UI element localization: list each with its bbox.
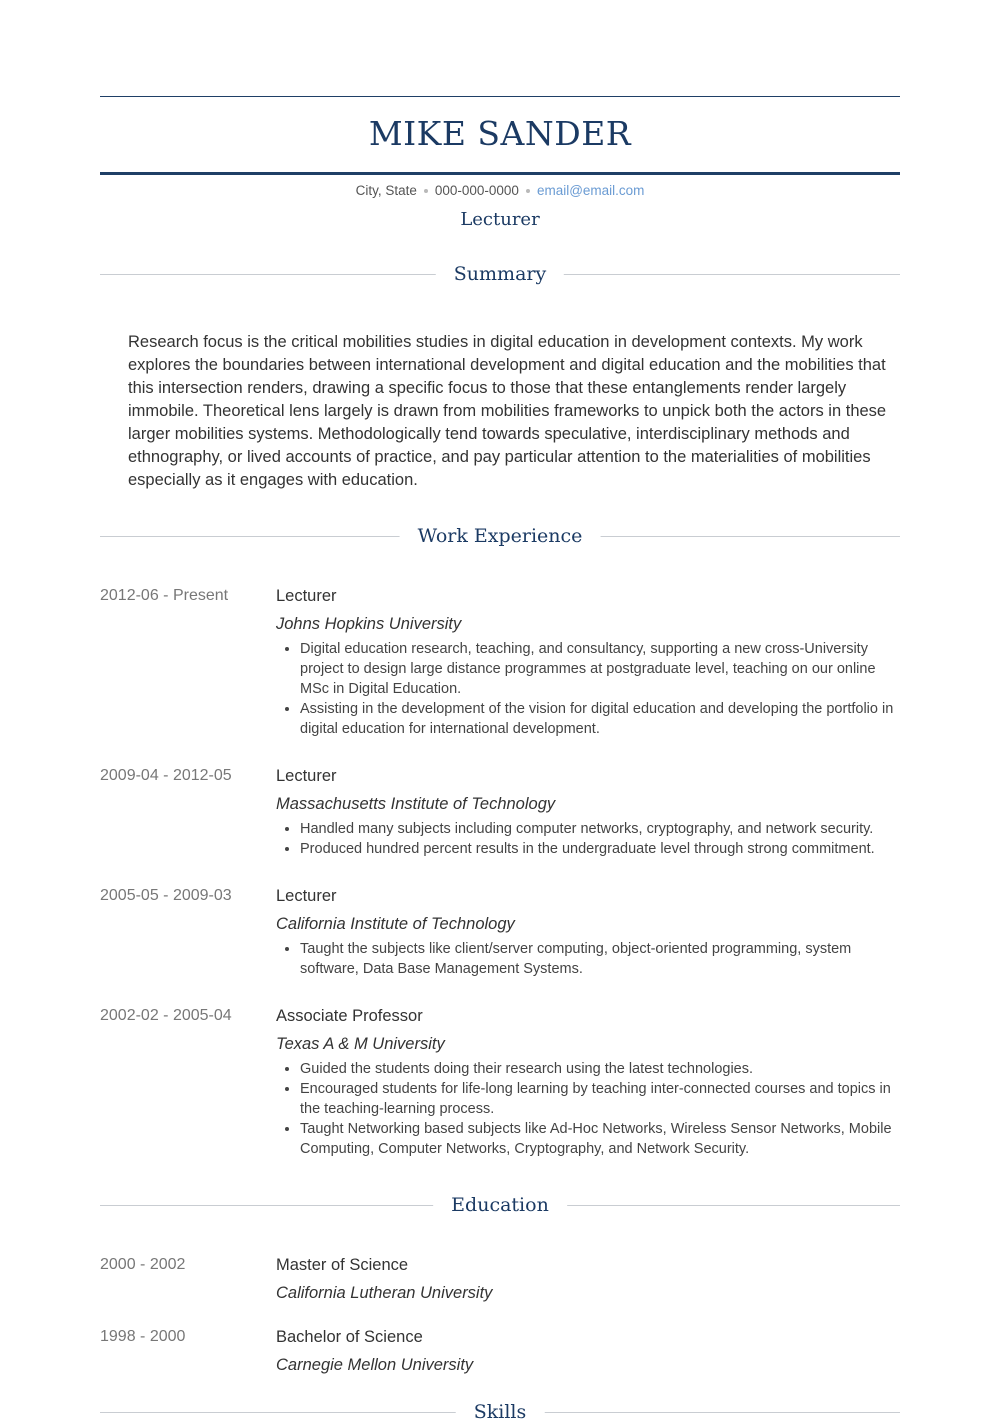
entry-bullets bbox=[276, 1059, 900, 1159]
section-title: Skills bbox=[456, 1398, 545, 1426]
contact-line bbox=[100, 182, 900, 200]
entry-body bbox=[276, 585, 900, 739]
separator-dot-icon bbox=[526, 189, 530, 193]
entry-role: Lecturer bbox=[276, 887, 337, 905]
bullet-item: • Taught Networking based subjects like Ad-Hoc Networks, Wireless Sensor Networks, Mobile Computing, Computer Networks, Cryptography, and Network Security. bbox=[300, 1119, 900, 1159]
section-heading-summary bbox=[100, 260, 900, 290]
entry-role: Associate Professor bbox=[276, 1007, 423, 1025]
entry-date: 2005-05 - 2009-03 bbox=[100, 887, 232, 904]
entry-organization: Johns Hopkins University bbox=[276, 615, 462, 633]
contact-phone: 000-000-0000 bbox=[434, 183, 519, 198]
section-heading-work-experience bbox=[100, 522, 900, 552]
entry-date: 2012-06 - Present bbox=[100, 587, 229, 604]
entry-degree: Bachelor of Science bbox=[276, 1328, 423, 1346]
section-title: Work Experience bbox=[400, 522, 601, 550]
entry-degree: Master of Science bbox=[276, 1256, 409, 1274]
entry-role: Lecturer bbox=[276, 587, 337, 605]
contact-email-link[interactable]: email@email.com bbox=[536, 183, 645, 198]
entry-body bbox=[276, 885, 900, 979]
entry-bullets bbox=[276, 939, 900, 979]
header-top-rule bbox=[100, 96, 900, 97]
entry-organization: California Institute of Technology bbox=[276, 915, 515, 933]
entry-date: 2000 - 2002 bbox=[100, 1256, 186, 1273]
header-bottom-rule bbox=[100, 172, 900, 175]
section-title: Summary bbox=[436, 260, 564, 288]
contact-city-state: City, State bbox=[355, 183, 417, 198]
entry-school: Carnegie Mellon University bbox=[276, 1356, 474, 1374]
bullet-item: • Encouraged students for life-long learning by teaching inter-connected courses and topics in the teaching-learning process. bbox=[300, 1079, 900, 1119]
entry-date: 2009-04 - 2012-05 bbox=[100, 767, 232, 784]
bullet-item: • Handled many subjects including computer networks, cryptography, and network security. bbox=[300, 819, 900, 839]
entry-date: 1998 - 2000 bbox=[100, 1328, 186, 1345]
job-title: Lecturer bbox=[460, 209, 540, 230]
entry-organization: Massachusetts Institute of Technology bbox=[276, 795, 556, 813]
entry-body bbox=[276, 1326, 900, 1376]
entry-organization: Texas A & M University bbox=[276, 1035, 445, 1053]
entry-role: Lecturer bbox=[276, 767, 337, 785]
bullet-item: • Taught the subjects like client/server computing, object-oriented programming, system software, Data Base Management Systems. bbox=[300, 939, 900, 979]
bullet-item: • Digital education research, teaching, and consultancy, supporting a new cross-University project to design large distance programmes at postgraduate level, teaching on our online MSc in Digital Education. bbox=[300, 639, 900, 699]
entry-body bbox=[276, 1005, 900, 1159]
section-title: Education bbox=[433, 1191, 567, 1219]
bullet-item: • Produced hundred percent results in the undergraduate level through strong commitment. bbox=[300, 839, 900, 859]
entry-bullets bbox=[276, 639, 900, 739]
section-heading-education bbox=[100, 1191, 900, 1221]
summary-text: Research focus is the critical mobilities studies in digital education in development contexts. My work explores the boundaries between international development and digital education and the mobilities that this intersection renders, drawing a specific focus to those that these entanglements render largely immobile. Theoretical lens largely is drawn from mobilities frameworks to unpick both the actors in these larger mobilities systems. Methodologically tend towards speculative, interdisciplinary methods and ethnography, or lived accounts of practice, and pay particular attention to the materialities of mobilities especially as it engages with education. bbox=[128, 333, 887, 489]
separator-dot-icon bbox=[424, 189, 428, 193]
entry-bullets bbox=[276, 819, 900, 859]
bullet-item: • Assisting in the development of the vision for digital education and developing the portfolio in digital education for international development. bbox=[300, 699, 900, 739]
bullet-item: • Guided the students doing their research using the latest technologies. bbox=[300, 1059, 900, 1079]
entry-school: California Lutheran University bbox=[276, 1284, 493, 1302]
entry-date: 2002-02 - 2005-04 bbox=[100, 1007, 232, 1024]
section-heading-skills bbox=[100, 1398, 900, 1428]
entry-body bbox=[276, 1254, 900, 1304]
entry-body bbox=[276, 765, 900, 859]
candidate-name: MIKE SANDER bbox=[368, 114, 632, 153]
